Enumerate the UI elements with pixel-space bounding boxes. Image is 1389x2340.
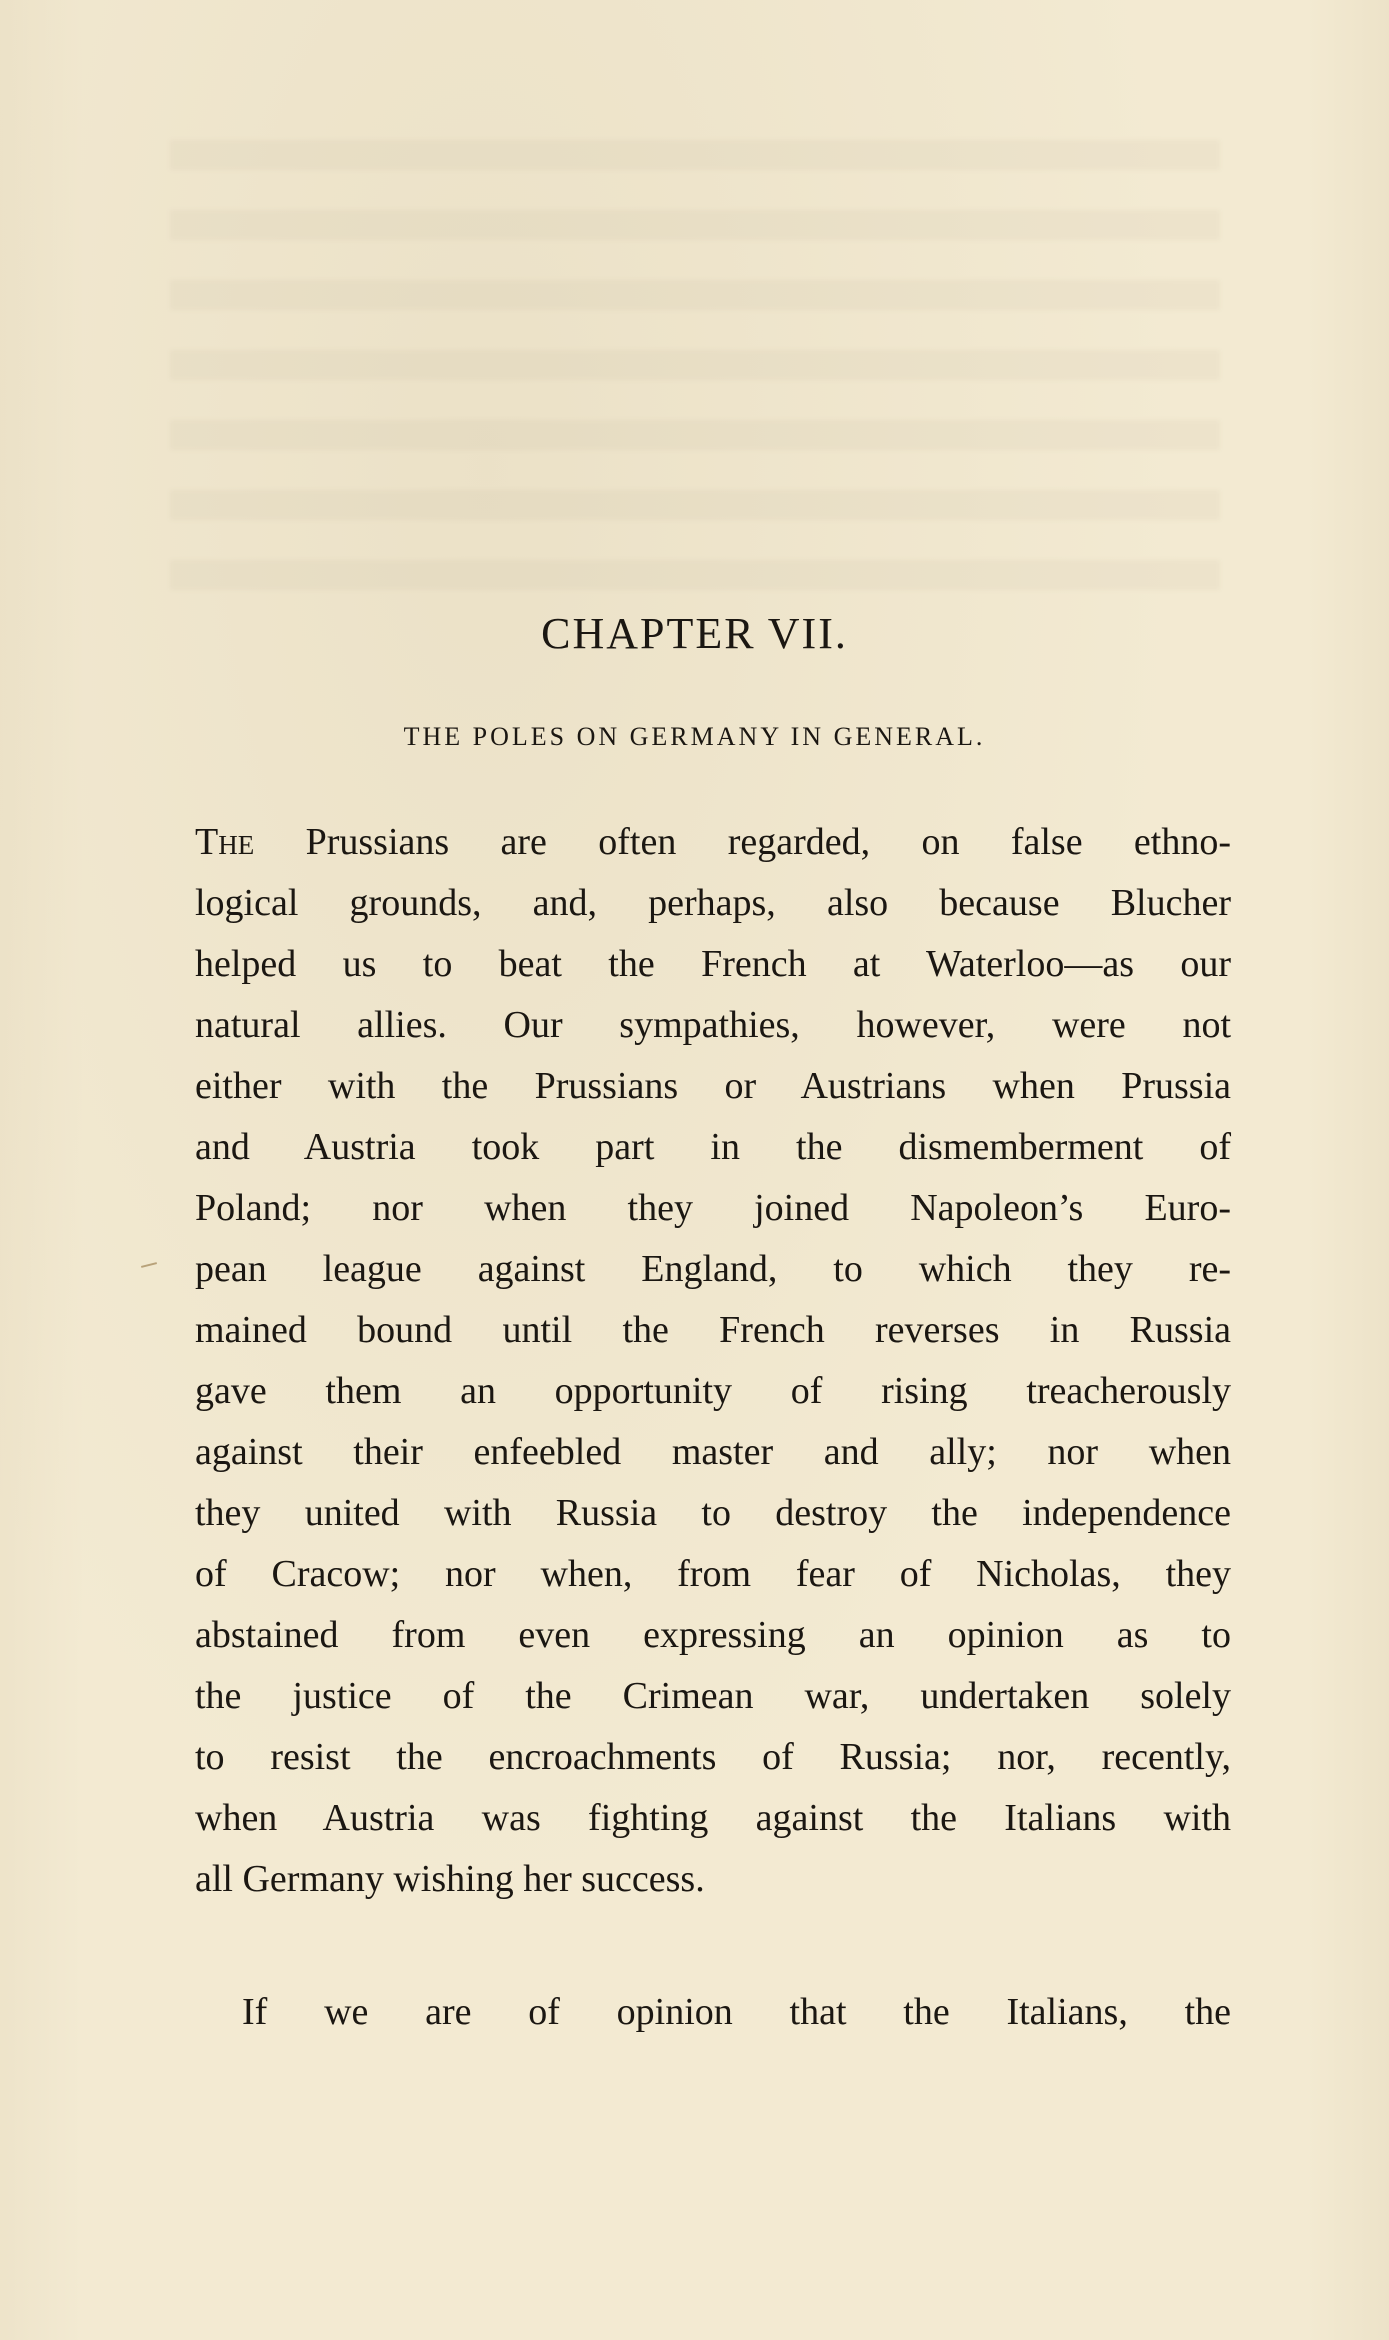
margin-mark	[141, 1262, 157, 1268]
text-line: gave them an opportunity of rising treacherously	[195, 1370, 1231, 1412]
text-line: of Cracow; nor when, from fear of Nicholas, they	[195, 1553, 1231, 1595]
text-line: they united with Russia to destroy the independence	[195, 1492, 1231, 1534]
text-line: against their enfeebled master and ally; nor when	[195, 1431, 1231, 1473]
text-line: If we are of opinion that the Italians, the	[242, 1991, 1231, 2033]
text-line: when Austria was fighting against the Italians with	[195, 1797, 1231, 1839]
text-line: Poland; nor when they joined Napoleon’s Euro-	[195, 1187, 1231, 1229]
text-line: either with the Prussians or Austrians when Prussia	[195, 1065, 1231, 1107]
text-line: mained bound until the French reverses in Russia	[195, 1309, 1231, 1351]
text-line: and Austria took part in the dismemberment of	[195, 1126, 1231, 1168]
text-line: logical grounds, and, perhaps, also because Blucher	[195, 882, 1231, 924]
text-line-content: Prussians are often regarded, on false ethno-	[305, 821, 1232, 863]
paragraph-1	[195, 812, 1231, 1910]
text-line: the justice of the Crimean war, undertaken solely	[195, 1675, 1231, 1717]
text-line	[195, 812, 1231, 873]
text-line: pean league against England, to which they re-	[195, 1248, 1231, 1290]
text-line: all Germany wishing her success.	[195, 1858, 705, 1900]
chapter-subtitle: THE POLES ON GERMANY IN GENERAL.	[403, 722, 986, 751]
show-through-text	[170, 140, 1220, 600]
text-line: to resist the encroachments of Russia; nor, recently,	[195, 1736, 1231, 1778]
text-line: abstained from even expressing an opinion as to	[195, 1614, 1231, 1656]
lead-word: The	[195, 821, 255, 863]
text-line: helped us to beat the French at Waterloo—as our	[195, 943, 1231, 985]
paragraph-2	[195, 1982, 1231, 2043]
chapter-title: CHAPTER VII.	[541, 609, 848, 658]
text-line: natural allies. Our sympathies, however, were not	[195, 1004, 1231, 1046]
